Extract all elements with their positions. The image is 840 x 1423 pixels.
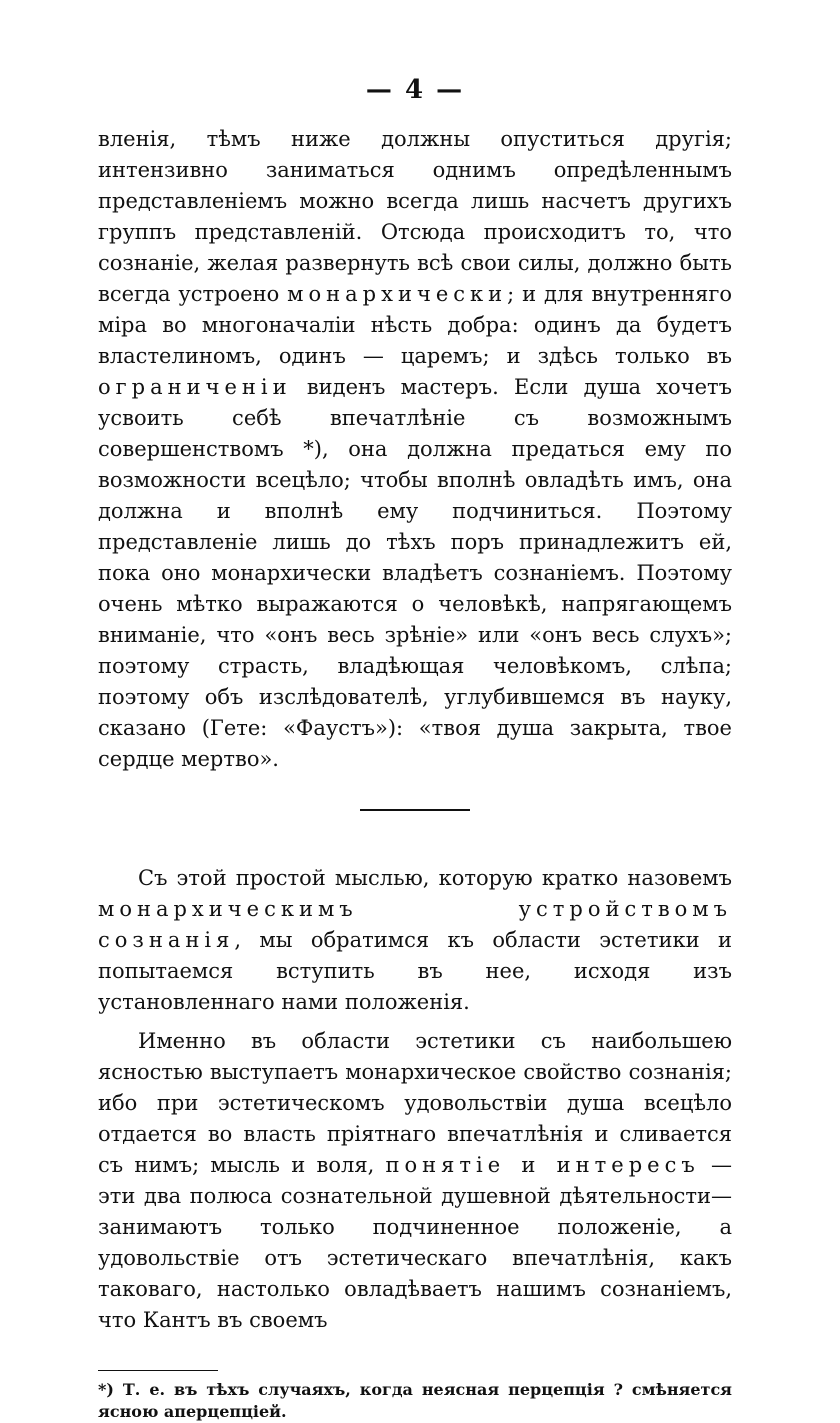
paragraph-1-text-c: виденъ мастеръ. Если душа хочетъ усвоить себѣ впечатлѣніе съ возможнымъ совершенствомъ *), она должна предаться ему по возможности всецѣло; чтобы вполнѣ овладѣть имъ, она должна и вполнѣ ему подчиниться. Поэтому представленіе лишь до тѣхъ поръ принадлежитъ ей, пока оно монархически владѣетъ сознаніемъ. Поэтому очень мѣтко выражаются о человѣкѣ, напрягающемъ вниманіе, что «онъ весь зрѣніе» или «онъ весь слухъ»; поэтому страсть, владѣющая человѣкомъ, слѣпа; поэтому объ изслѣдователѣ, углубившемся въ науку, сказано (Гете: «Фаустъ»): «твоя душа закрыта, твое сердце мертво». (98, 375, 732, 771)
paragraph-3-text-b: — эти два полюса сознательной душевной дѣятельности—занимаютъ только подчиненное положеніе, а удовольствіе отъ эстетическаго впечатлѣнія, какъ таковаго, настолько овладѣваетъ нашимъ сознаніемъ, что Кантъ въ своемъ (98, 1153, 732, 1332)
footnote: *) Т. е. въ тѣхъ случаяхъ, когда неясная перцепція ? смѣняется ясною аперцепціей. (98, 1380, 732, 1421)
spaced-word-monarkhicheski: монархически (287, 282, 508, 306)
paragraph-2-text-a: Съ этой простой мыслью, которую кратко назовемъ (138, 866, 732, 890)
page-number: — 4 — (365, 75, 465, 105)
spaced-phrase-concept-interest: понятіе и интересъ (385, 1153, 700, 1177)
paragraph-3 (98, 1026, 732, 1336)
paragraph-2 (98, 863, 732, 1018)
paragraph-gap (98, 1018, 732, 1026)
paragraph-3-text-a: Именно въ области эстетики съ наибольшею ясностью выступаетъ монархическое свойство сознанія; ибо при эстетическомъ удовольствіи душа всецѣло отдается во власть пріятнаго впечатлѣнія и сливается съ нимъ; мысль и воля, (98, 1029, 732, 1177)
paragraph-1-text-b: ; и для внутренняго міра во многоначаліи нѣсть добра: одинъ да будетъ властелиномъ, одинъ — царемъ; и здѣсь только въ (98, 282, 732, 368)
footnote-rule (98, 1370, 218, 1371)
paragraph-2-text-b: , мы обратимся къ области эстетики и попытаемся вступить въ нее, исходя изъ установленнаго нами положенія. (98, 928, 732, 1014)
section-divider (360, 809, 470, 811)
spaced-phrase-monarchic-structure: монархическимъ устройствомъ сознанія (98, 897, 732, 952)
paragraph-1 (98, 124, 732, 775)
spaced-word-ogranichenii: ограниченіи (98, 375, 292, 399)
paragraph-1-text-a: вленія, тѣмъ ниже должны опуститься другія; интензивно заниматься однимъ опредѣленнымъ представленіемъ можно всегда лишь насчетъ другихъ группъ представленій. Отсюда происходитъ то, что сознаніе, желая развернуть всѣ свои силы, должно быть всегда устроено (98, 127, 732, 306)
